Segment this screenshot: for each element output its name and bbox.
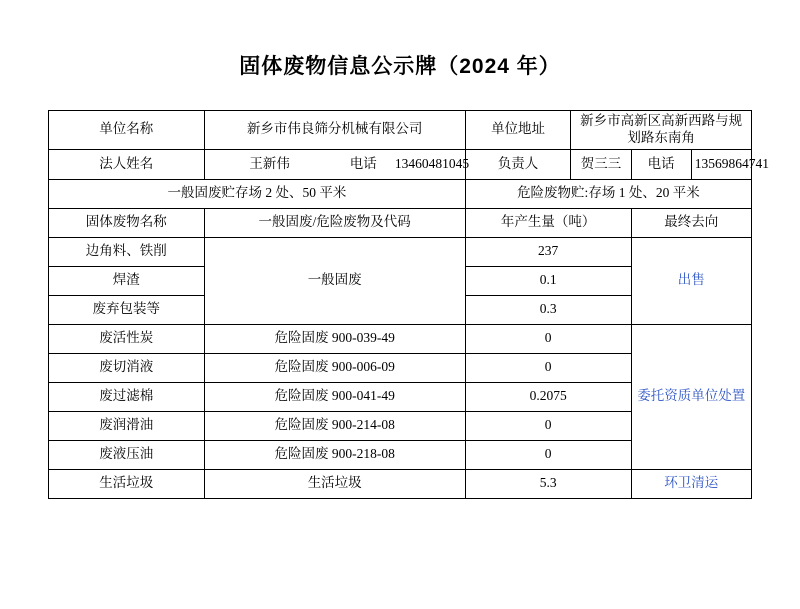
waste-name: 废润滑油 (49, 411, 205, 440)
header-destination: 最终去向 (631, 208, 751, 237)
waste-category: 一般固废 (204, 237, 465, 324)
waste-info-table (48, 110, 769, 499)
unit-name-value: 新乡市伟良筛分机械有限公司 (204, 111, 465, 150)
waste-amount: 0.3 (465, 295, 631, 324)
general-storage-value: 一般固废贮存场 2 处、50 平米 (49, 179, 466, 208)
hazardous-storage-value: 危险废物贮:存场 1 处、20 平米 (465, 179, 751, 208)
waste-destination: 环卫清运 (631, 469, 751, 498)
waste-destination: 委托资质单位处置 (631, 324, 751, 469)
table-row (49, 237, 752, 266)
legal-phone-value: 13460481045 (394, 155, 470, 171)
waste-amount: 0 (465, 324, 631, 353)
table-row-storage (49, 179, 752, 208)
table-row (49, 324, 752, 353)
waste-name: 生活垃圾 (49, 469, 205, 498)
waste-name: 废活性炭 (49, 324, 205, 353)
table-row (49, 469, 752, 498)
waste-category: 危险固废 900-006-09 (204, 353, 465, 382)
waste-amount: 237 (465, 237, 631, 266)
waste-name: 废过滤棉 (49, 382, 205, 411)
waste-amount: 5.3 (465, 469, 631, 498)
waste-name: 废切消液 (49, 353, 205, 382)
page-title: 固体废物信息公示牌（2024 年） (239, 55, 561, 78)
waste-amount: 0.2075 (465, 382, 631, 411)
table-row-unit (49, 111, 752, 150)
waste-name: 废液压油 (49, 440, 205, 469)
manager-value: 贺三三 (571, 149, 631, 179)
header-waste-name: 固体废物名称 (49, 208, 205, 237)
table-header-row (49, 208, 752, 237)
waste-amount: 0 (465, 440, 631, 469)
waste-name: 焊渣 (49, 266, 205, 295)
manager-phone-label: 电话 (631, 149, 691, 179)
waste-name: 边角料、铁削 (49, 237, 205, 266)
legal-person-label: 法人姓名 (49, 149, 205, 179)
table-row-contacts (49, 149, 752, 179)
waste-category: 危险固废 900-039-49 (204, 324, 465, 353)
waste-amount: 0.1 (465, 266, 631, 295)
manager-label: 负责人 (465, 149, 571, 179)
manager-phone-value: 13569864741 (691, 149, 751, 179)
legal-phone-label: 电话 (349, 155, 377, 171)
unit-address-value: 新乡市高新区高新西路与规划路东南角 (571, 111, 752, 150)
legal-person-cellgroup (204, 149, 470, 179)
waste-amount: 0 (465, 353, 631, 382)
waste-category: 危险固废 900-214-08 (204, 411, 465, 440)
waste-destination: 出售 (631, 237, 751, 324)
header-category: 一般固废/危险废物及代码 (204, 208, 465, 237)
waste-category: 危险固废 900-218-08 (204, 440, 465, 469)
waste-name: 废弃包装等 (49, 295, 205, 324)
waste-category: 危险固废 900-041-49 (204, 382, 465, 411)
header-amount: 年产生量（吨） (465, 208, 631, 237)
document-page (0, 50, 800, 609)
unit-address-label: 单位地址 (465, 111, 571, 150)
waste-amount: 0 (465, 411, 631, 440)
unit-name-label: 单位名称 (49, 111, 205, 150)
waste-category: 生活垃圾 (204, 469, 465, 498)
legal-person-value: 王新伟 (249, 155, 290, 171)
